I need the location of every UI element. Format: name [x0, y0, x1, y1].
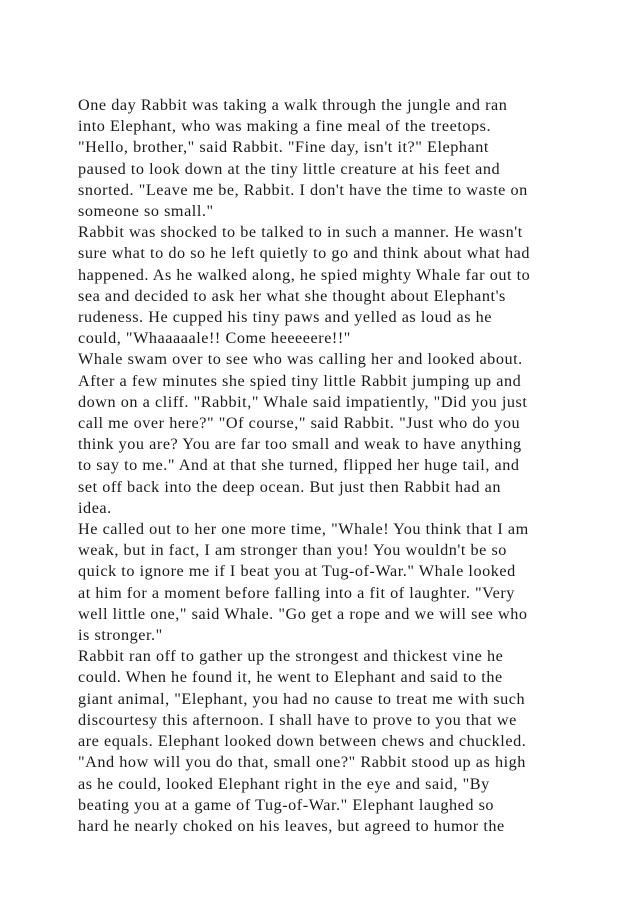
text-line: is stronger." [78, 626, 163, 645]
text-line: hard he nearly choked on his leaves, but agreed to humor the [78, 816, 505, 835]
text-line: think you are? You are far too small and weak to have anything [78, 435, 522, 454]
text-line: "Hello, brother," said Rabbit. "Fine day, isn't it?" Elephant [78, 138, 489, 157]
text-line: set off back into the deep ocean. But just then Rabbit had an [78, 477, 501, 496]
text-line: into Elephant, who was making a fine meal of the treetops. [78, 117, 492, 136]
text-line: weak, but in fact, I am stronger than you! You wouldn't be so [78, 541, 507, 560]
text-line: sea and decided to ask her what she thought about Elephant's [78, 286, 506, 305]
text-line: Rabbit was shocked to be talked to in such a manner. He wasn't [78, 223, 523, 242]
text-line: sure what to do so he left quietly to go and think about what had [78, 244, 531, 263]
text-line: quick to ignore me if I beat you at Tug-of-War." Whale looked [78, 562, 516, 581]
text-line: Rabbit ran off to gather up the strongest and thickest vine he [78, 647, 504, 666]
text-line: Whale swam over to see who was calling her and looked about. [78, 350, 523, 369]
text-line: call me over here?" "Of course," said Rabbit. "Just who do you [78, 414, 521, 433]
text-line: One day Rabbit was taking a walk through the jungle and ran [78, 96, 508, 114]
text-line: After a few minutes she spied tiny little Rabbit jumping up and [78, 371, 522, 390]
text-line: discourtesy this afternoon. I shall have to prove to you that we [78, 710, 517, 729]
text-line: happened. As he walked along, he spied mighty Whale far out to [78, 265, 531, 284]
text-line: could. When he found it, he went to Elephant and said to the [78, 668, 503, 687]
text-line: paused to look down at the tiny little creature at his feet and [78, 159, 501, 178]
text-line: well little one," said Whale. "Go get a rope and we will see who [78, 604, 528, 623]
text-line: are equals. Elephant looked down between chews and chuckled. [78, 732, 527, 751]
text-line: snorted. "Leave me be, Rabbit. I don't have the time to waste on [78, 180, 528, 199]
text-line: could, "Whaaaaale!! Come heeeeere!!" [78, 329, 351, 348]
text-line: down on a cliff. "Rabbit," Whale said impatiently, "Did you just [78, 392, 528, 411]
text-line: rudeness. He cupped his tiny paws and yelled as loud as he [78, 308, 493, 327]
story-text [78, 95, 578, 837]
text-line: "And how will you do that, small one?" Rabbit stood up as high [78, 753, 526, 772]
text-line: to say to me." And at that she turned, flipped her huge tail, and [78, 456, 520, 475]
text-line: He called out to her one more time, "Whale! You think that I am [78, 520, 529, 539]
text-line: beating you at a game of Tug-of-War." Elephant laughed so [78, 795, 495, 814]
text-line: giant animal, "Elephant, you had no cause to treat me with such [78, 689, 526, 708]
text-line: someone so small." [78, 202, 214, 221]
text-line: as he could, looked Elephant right in the eye and said, "By [78, 774, 490, 793]
text-line: idea. [78, 498, 112, 517]
text-line: at him for a moment before falling into a fit of laughter. "Very [78, 583, 515, 602]
